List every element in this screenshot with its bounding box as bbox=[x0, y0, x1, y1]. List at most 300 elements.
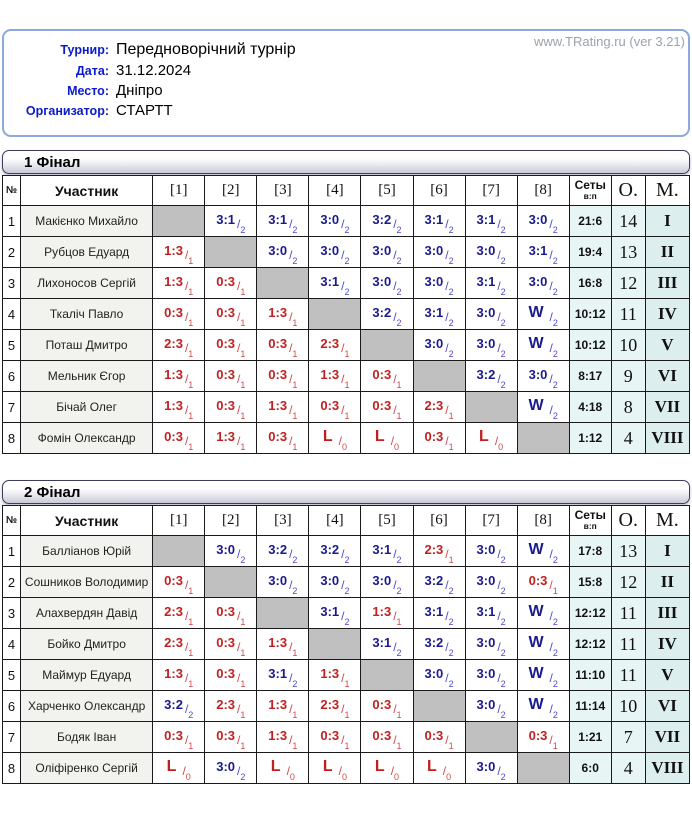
score-value: 3:0 bbox=[528, 367, 548, 382]
score-cell bbox=[361, 206, 413, 237]
score-points-sub: 2 bbox=[240, 555, 246, 565]
score-cell bbox=[413, 330, 465, 361]
score-points-sub: 1 bbox=[240, 287, 246, 297]
score-points-sub: 0 bbox=[394, 442, 400, 452]
score-points-fraction: /2 bbox=[289, 671, 298, 689]
score-points-sub: 1 bbox=[240, 411, 246, 421]
score-cell bbox=[517, 268, 569, 299]
score-points-sub: 2 bbox=[448, 349, 454, 359]
score-points-fraction: /2 bbox=[393, 310, 402, 328]
score-cell bbox=[517, 598, 569, 629]
score-cell bbox=[361, 722, 413, 753]
score-points-sub: 2 bbox=[396, 648, 402, 658]
score-cell bbox=[361, 629, 413, 660]
player-number-cell: 4 bbox=[3, 299, 21, 330]
score-points-sub: 2 bbox=[292, 679, 298, 689]
score-cell bbox=[465, 536, 517, 567]
points-cell: 10 bbox=[611, 330, 645, 361]
date-label: Дата: bbox=[75, 64, 109, 78]
points-cell: 9 bbox=[611, 361, 645, 392]
player-number-cell: 8 bbox=[3, 753, 21, 784]
score-value: 0:3 bbox=[164, 728, 183, 743]
score-cell bbox=[153, 330, 205, 361]
table-row bbox=[3, 237, 690, 268]
score-points-sub: 2 bbox=[500, 318, 506, 328]
score-points-sub: 0 bbox=[289, 772, 295, 782]
score-cell bbox=[361, 691, 413, 722]
score-points-fraction: /2 bbox=[497, 640, 506, 658]
score-points-sub: 2 bbox=[500, 256, 506, 266]
player-number-cell: 5 bbox=[3, 660, 21, 691]
score-points-fraction: /1 bbox=[184, 578, 194, 596]
score-points-sub: 1 bbox=[552, 586, 558, 596]
sets-cell: 10:12 bbox=[569, 330, 611, 361]
score-value: 0:3 bbox=[216, 728, 236, 743]
score-points-sub: 1 bbox=[344, 679, 350, 689]
score-points-sub: 0 bbox=[446, 772, 452, 782]
score-points-fraction: /1 bbox=[184, 248, 194, 266]
player-number-cell: 3 bbox=[3, 268, 21, 299]
score-points-fraction: /2 bbox=[445, 609, 454, 627]
score-points-fraction: /1 bbox=[445, 547, 454, 565]
final-1-results-table bbox=[2, 175, 690, 454]
score-points-fraction: /2 bbox=[549, 640, 558, 658]
score-cell bbox=[309, 567, 361, 598]
score-points-fraction: /2 bbox=[497, 547, 506, 565]
score-cell bbox=[205, 206, 257, 237]
sets-cell: 21:6 bbox=[569, 206, 611, 237]
score-points-fraction: /1 bbox=[184, 341, 194, 359]
score-value: 3:0 bbox=[476, 243, 496, 258]
organizer-label: Организатор: bbox=[25, 104, 109, 118]
score-points-sub: 2 bbox=[292, 256, 298, 266]
place-cell: VI bbox=[645, 691, 689, 722]
score-cell bbox=[153, 629, 205, 660]
score-points-sub: 2 bbox=[240, 225, 246, 235]
score-cell bbox=[257, 206, 309, 237]
score-value: 3:0 bbox=[320, 243, 340, 258]
column-header-round-2: [2] bbox=[205, 506, 257, 536]
score-points-sub: 0 bbox=[394, 772, 400, 782]
score-value: 3:0 bbox=[476, 666, 496, 681]
table-row bbox=[3, 536, 690, 567]
score-points-sub: 1 bbox=[188, 679, 194, 689]
sets-cell: 11:10 bbox=[569, 660, 611, 691]
score-points-sub: 1 bbox=[292, 442, 298, 452]
score-value: 1:3 bbox=[372, 604, 392, 619]
score-cell bbox=[413, 237, 465, 268]
score-cell bbox=[361, 392, 413, 423]
score-cell bbox=[205, 330, 257, 361]
score-points-fraction: /1 bbox=[237, 609, 246, 627]
score-cell bbox=[309, 536, 361, 567]
score-points-fraction: /0 bbox=[442, 764, 452, 782]
score-cell bbox=[413, 629, 465, 660]
score-cell bbox=[413, 392, 465, 423]
score-value: 3:0 bbox=[268, 573, 288, 588]
column-header-round-3: [3] bbox=[257, 506, 309, 536]
score-points-fraction: /1 bbox=[341, 702, 350, 720]
score-points-sub: 2 bbox=[500, 380, 506, 390]
place-cell: VII bbox=[645, 722, 689, 753]
score-cell bbox=[517, 629, 569, 660]
final-2-title-bar: 2 Фінал bbox=[2, 480, 690, 504]
score-points-fraction: /0 bbox=[182, 764, 191, 782]
score-cell bbox=[153, 567, 205, 598]
score-points-sub: 2 bbox=[552, 225, 558, 235]
score-points-fraction: /1 bbox=[289, 372, 298, 390]
score-points-sub: 2 bbox=[448, 225, 454, 235]
score-points-fraction: /1 bbox=[184, 434, 194, 452]
score-points-sub: 1 bbox=[188, 586, 194, 596]
points-cell: 12 bbox=[611, 567, 645, 598]
score-value: 1:3 bbox=[320, 666, 340, 681]
score-points-sub: 1 bbox=[448, 442, 454, 452]
score-points-fraction: /2 bbox=[497, 372, 506, 390]
score-cell bbox=[465, 268, 517, 299]
score-value: 2:3 bbox=[164, 336, 183, 351]
score-points-sub: 2 bbox=[500, 586, 506, 596]
score-points-sub: 1 bbox=[448, 555, 454, 565]
score-cell bbox=[309, 268, 361, 299]
score-cell bbox=[465, 753, 517, 784]
score-cell bbox=[309, 660, 361, 691]
score-cell bbox=[413, 660, 465, 691]
score-cell bbox=[465, 423, 517, 454]
score-points-fraction: /1 bbox=[237, 702, 246, 720]
score-value: 0:3 bbox=[528, 573, 548, 588]
score-points-fraction: /1 bbox=[237, 372, 246, 390]
column-header-points: О. bbox=[611, 506, 645, 536]
score-points-fraction: /1 bbox=[184, 733, 194, 751]
diagonal-cell bbox=[153, 206, 205, 237]
score-cell bbox=[257, 237, 309, 268]
score-points-sub: 2 bbox=[448, 318, 454, 328]
score-points-fraction: /1 bbox=[393, 372, 402, 390]
score-cell bbox=[517, 361, 569, 392]
sets-cell: 6:0 bbox=[569, 753, 611, 784]
score-value: 3:0 bbox=[372, 274, 392, 289]
score-cell bbox=[361, 361, 413, 392]
score-value: 3:0 bbox=[216, 759, 236, 774]
score-cell bbox=[205, 598, 257, 629]
score-value: 1:3 bbox=[320, 367, 340, 382]
score-value: 3:2 bbox=[320, 542, 340, 557]
sets-cell: 10:12 bbox=[569, 299, 611, 330]
score-points-fraction: /1 bbox=[184, 279, 194, 297]
table-row bbox=[3, 206, 690, 237]
score-points-fraction: /2 bbox=[341, 547, 350, 565]
score-cell bbox=[465, 598, 517, 629]
place-cell: I bbox=[645, 536, 689, 567]
score-points-fraction: /2 bbox=[289, 248, 298, 266]
score-value: 0:3 bbox=[216, 336, 236, 351]
score-points-fraction: /2 bbox=[393, 578, 402, 596]
score-value: 3:2 bbox=[164, 697, 183, 712]
score-cell bbox=[153, 598, 205, 629]
score-points-fraction: /1 bbox=[341, 403, 350, 421]
place-cell: VIII bbox=[645, 753, 689, 784]
score-points-fraction: /2 bbox=[445, 578, 454, 596]
score-cell bbox=[205, 629, 257, 660]
diagonal-cell bbox=[309, 629, 361, 660]
score-points-fraction: /2 bbox=[549, 547, 558, 565]
score-cell bbox=[517, 691, 569, 722]
score-value: L bbox=[374, 758, 385, 775]
score-points-sub: 1 bbox=[396, 380, 402, 390]
score-points-fraction: /1 bbox=[237, 434, 246, 452]
score-points-fraction: /2 bbox=[549, 217, 558, 235]
score-cell bbox=[309, 691, 361, 722]
score-cell bbox=[309, 206, 361, 237]
score-points-sub: 1 bbox=[188, 287, 194, 297]
score-points-sub: 2 bbox=[500, 648, 506, 658]
score-points-fraction: /2 bbox=[341, 279, 350, 297]
score-value: 1:3 bbox=[268, 635, 288, 650]
score-cell bbox=[413, 206, 465, 237]
score-points-sub: 0 bbox=[498, 442, 504, 452]
score-points-sub: 2 bbox=[448, 287, 454, 297]
score-cell bbox=[465, 237, 517, 268]
score-points-fraction: /2 bbox=[341, 609, 350, 627]
diagonal-cell bbox=[517, 753, 569, 784]
score-points-fraction: /2 bbox=[445, 248, 454, 266]
score-points-sub: 2 bbox=[448, 617, 454, 627]
player-name-cell: Ткаліч Павло bbox=[21, 299, 153, 330]
score-value: 3:1 bbox=[372, 635, 392, 650]
score-cell bbox=[413, 299, 465, 330]
score-value: 0:3 bbox=[268, 429, 288, 444]
score-value: 3:0 bbox=[528, 212, 548, 227]
column-header-round-1: [1] bbox=[153, 176, 205, 206]
score-value: 0:3 bbox=[372, 697, 392, 712]
score-value: 2:3 bbox=[164, 635, 183, 650]
score-points-fraction: /2 bbox=[445, 279, 454, 297]
score-points-fraction: /2 bbox=[289, 217, 298, 235]
column-header-round-4: [4] bbox=[309, 176, 361, 206]
score-value: 3:0 bbox=[424, 274, 444, 289]
score-points-sub: 2 bbox=[344, 617, 350, 627]
sets-cell: 17:8 bbox=[569, 536, 611, 567]
score-value: 3:0 bbox=[320, 212, 340, 227]
score-cell bbox=[153, 299, 205, 330]
score-cell bbox=[153, 392, 205, 423]
diagonal-cell bbox=[465, 722, 517, 753]
player-name-cell: Маймур Едуард bbox=[21, 660, 153, 691]
score-points-fraction: /2 bbox=[497, 341, 506, 359]
score-points-sub: 1 bbox=[240, 648, 246, 658]
column-header-place: М. bbox=[645, 176, 689, 206]
score-points-sub: 1 bbox=[396, 710, 402, 720]
score-points-fraction: /1 bbox=[237, 640, 246, 658]
score-value: 0:3 bbox=[164, 573, 183, 588]
score-value: 3:1 bbox=[476, 604, 496, 619]
score-cell bbox=[361, 536, 413, 567]
score-value: 3:2 bbox=[424, 573, 444, 588]
column-header-round-1: [1] bbox=[153, 506, 205, 536]
score-points-sub: 1 bbox=[188, 256, 194, 266]
score-cell bbox=[257, 536, 309, 567]
sets-subcaption: в:п bbox=[583, 190, 597, 201]
column-header-round-8: [8] bbox=[517, 176, 569, 206]
sets-subcaption: в:п bbox=[583, 520, 597, 531]
score-points-sub: 2 bbox=[552, 648, 558, 658]
place-cell: III bbox=[645, 598, 689, 629]
score-points-sub: 2 bbox=[552, 679, 558, 689]
column-header-round-2: [2] bbox=[205, 176, 257, 206]
score-points-fraction: /2 bbox=[549, 310, 558, 328]
score-points-fraction: /2 bbox=[497, 279, 506, 297]
score-value: 0:3 bbox=[372, 728, 392, 743]
info-row-place bbox=[4, 82, 688, 99]
diagonal-cell bbox=[465, 392, 517, 423]
score-cell bbox=[361, 268, 413, 299]
score-value: W bbox=[528, 634, 544, 651]
score-cell bbox=[205, 722, 257, 753]
table-row bbox=[3, 423, 690, 454]
score-points-fraction: /2 bbox=[237, 217, 246, 235]
score-value: 3:0 bbox=[476, 573, 496, 588]
score-cell bbox=[517, 536, 569, 567]
score-cell bbox=[257, 567, 309, 598]
score-points-sub: 1 bbox=[292, 318, 298, 328]
score-cell bbox=[257, 753, 309, 784]
score-points-fraction: /1 bbox=[237, 279, 246, 297]
score-value: 2:3 bbox=[424, 542, 444, 557]
column-header-sets bbox=[569, 176, 611, 206]
score-points-sub: 1 bbox=[292, 411, 298, 421]
diagonal-cell bbox=[361, 660, 413, 691]
score-points-fraction: /1 bbox=[289, 434, 298, 452]
score-value: 0:3 bbox=[216, 635, 236, 650]
score-value: 3:1 bbox=[216, 212, 236, 227]
score-value: 1:3 bbox=[268, 398, 288, 413]
column-header-round-6: [6] bbox=[413, 506, 465, 536]
score-points-fraction: /2 bbox=[497, 609, 506, 627]
score-cell bbox=[361, 237, 413, 268]
score-cell bbox=[361, 567, 413, 598]
score-points-fraction: /0 bbox=[494, 434, 504, 452]
score-value: 0:3 bbox=[164, 429, 183, 444]
score-value: 3:1 bbox=[424, 212, 444, 227]
column-header-sets bbox=[569, 506, 611, 536]
score-points-sub: 1 bbox=[240, 617, 246, 627]
score-value: 1:3 bbox=[164, 367, 183, 382]
score-points-sub: 2 bbox=[500, 679, 506, 689]
score-points-fraction: /1 bbox=[237, 671, 246, 689]
place-cell: VIII bbox=[645, 423, 689, 454]
score-value: 3:0 bbox=[320, 573, 340, 588]
diagonal-cell bbox=[257, 598, 309, 629]
score-cell bbox=[257, 330, 309, 361]
score-value: 1:3 bbox=[216, 429, 236, 444]
score-cell bbox=[153, 423, 205, 454]
score-cell bbox=[413, 722, 465, 753]
score-value: 3:0 bbox=[476, 542, 496, 557]
score-cell bbox=[257, 299, 309, 330]
score-points-sub: 1 bbox=[552, 741, 558, 751]
score-value: 3:0 bbox=[528, 274, 548, 289]
score-points-sub: 2 bbox=[396, 256, 402, 266]
score-value: 2:3 bbox=[320, 697, 340, 712]
score-cell bbox=[309, 598, 361, 629]
score-cell bbox=[517, 392, 569, 423]
points-cell: 11 bbox=[611, 660, 645, 691]
score-points-fraction: /2 bbox=[549, 403, 558, 421]
player-number-cell: 6 bbox=[3, 691, 21, 722]
player-name-cell: Поташ Дмитро bbox=[21, 330, 153, 361]
score-cell bbox=[257, 629, 309, 660]
score-points-fraction: /1 bbox=[341, 372, 350, 390]
table-row bbox=[3, 567, 690, 598]
points-cell: 10 bbox=[611, 691, 645, 722]
column-header-number: № bbox=[3, 506, 21, 536]
player-number-cell: 7 bbox=[3, 392, 21, 423]
sets-caption: Сеты bbox=[574, 507, 606, 522]
score-value: 1:3 bbox=[164, 398, 183, 413]
score-cell bbox=[205, 392, 257, 423]
score-points-sub: 1 bbox=[396, 411, 402, 421]
score-points-sub: 1 bbox=[344, 710, 350, 720]
info-row-date bbox=[4, 62, 688, 79]
organizer-value: СТАРТТ bbox=[116, 102, 173, 119]
score-points-sub: 1 bbox=[396, 617, 402, 627]
score-cell bbox=[517, 206, 569, 237]
score-cell bbox=[361, 753, 413, 784]
player-name-cell: Лихоносов Сергій bbox=[21, 268, 153, 299]
score-cell bbox=[413, 753, 465, 784]
score-points-fraction: /2 bbox=[393, 279, 402, 297]
place-cell: III bbox=[645, 268, 689, 299]
table-row bbox=[3, 691, 690, 722]
sets-cell: 8:17 bbox=[569, 361, 611, 392]
score-points-sub: 2 bbox=[500, 225, 506, 235]
player-name-cell: Макієнко Михайло bbox=[21, 206, 153, 237]
score-points-sub: 1 bbox=[292, 741, 298, 751]
score-points-fraction: /2 bbox=[341, 217, 350, 235]
score-cell bbox=[309, 392, 361, 423]
score-points-sub: 1 bbox=[240, 741, 246, 751]
score-points-fraction: /2 bbox=[497, 702, 506, 720]
column-header-round-7: [7] bbox=[465, 176, 517, 206]
score-cell bbox=[205, 299, 257, 330]
score-value: 0:3 bbox=[216, 274, 236, 289]
score-points-sub: 2 bbox=[344, 225, 350, 235]
score-cell bbox=[517, 330, 569, 361]
final-1-section bbox=[2, 150, 690, 454]
points-cell: 11 bbox=[611, 629, 645, 660]
place-label: Место: bbox=[67, 84, 109, 98]
score-value: 3:2 bbox=[268, 542, 288, 557]
player-name-cell: Балліанов Юрій bbox=[21, 536, 153, 567]
score-points-sub: 2 bbox=[500, 772, 506, 782]
score-points-fraction: /1 bbox=[289, 310, 298, 328]
score-points-fraction: /2 bbox=[497, 248, 506, 266]
score-value: 3:0 bbox=[216, 542, 236, 557]
sets-cell: 11:14 bbox=[569, 691, 611, 722]
score-points-fraction: /0 bbox=[390, 434, 400, 452]
score-points-sub: 2 bbox=[396, 287, 402, 297]
tournament-label: Турнир: bbox=[60, 43, 109, 57]
score-cell bbox=[517, 237, 569, 268]
column-header-round-5: [5] bbox=[361, 176, 413, 206]
score-value: 1:3 bbox=[268, 697, 288, 712]
score-points-sub: 2 bbox=[500, 555, 506, 565]
score-points-fraction: /1 bbox=[237, 403, 246, 421]
score-points-sub: 1 bbox=[448, 741, 454, 751]
score-value: W bbox=[528, 397, 544, 414]
score-points-sub: 2 bbox=[500, 287, 506, 297]
